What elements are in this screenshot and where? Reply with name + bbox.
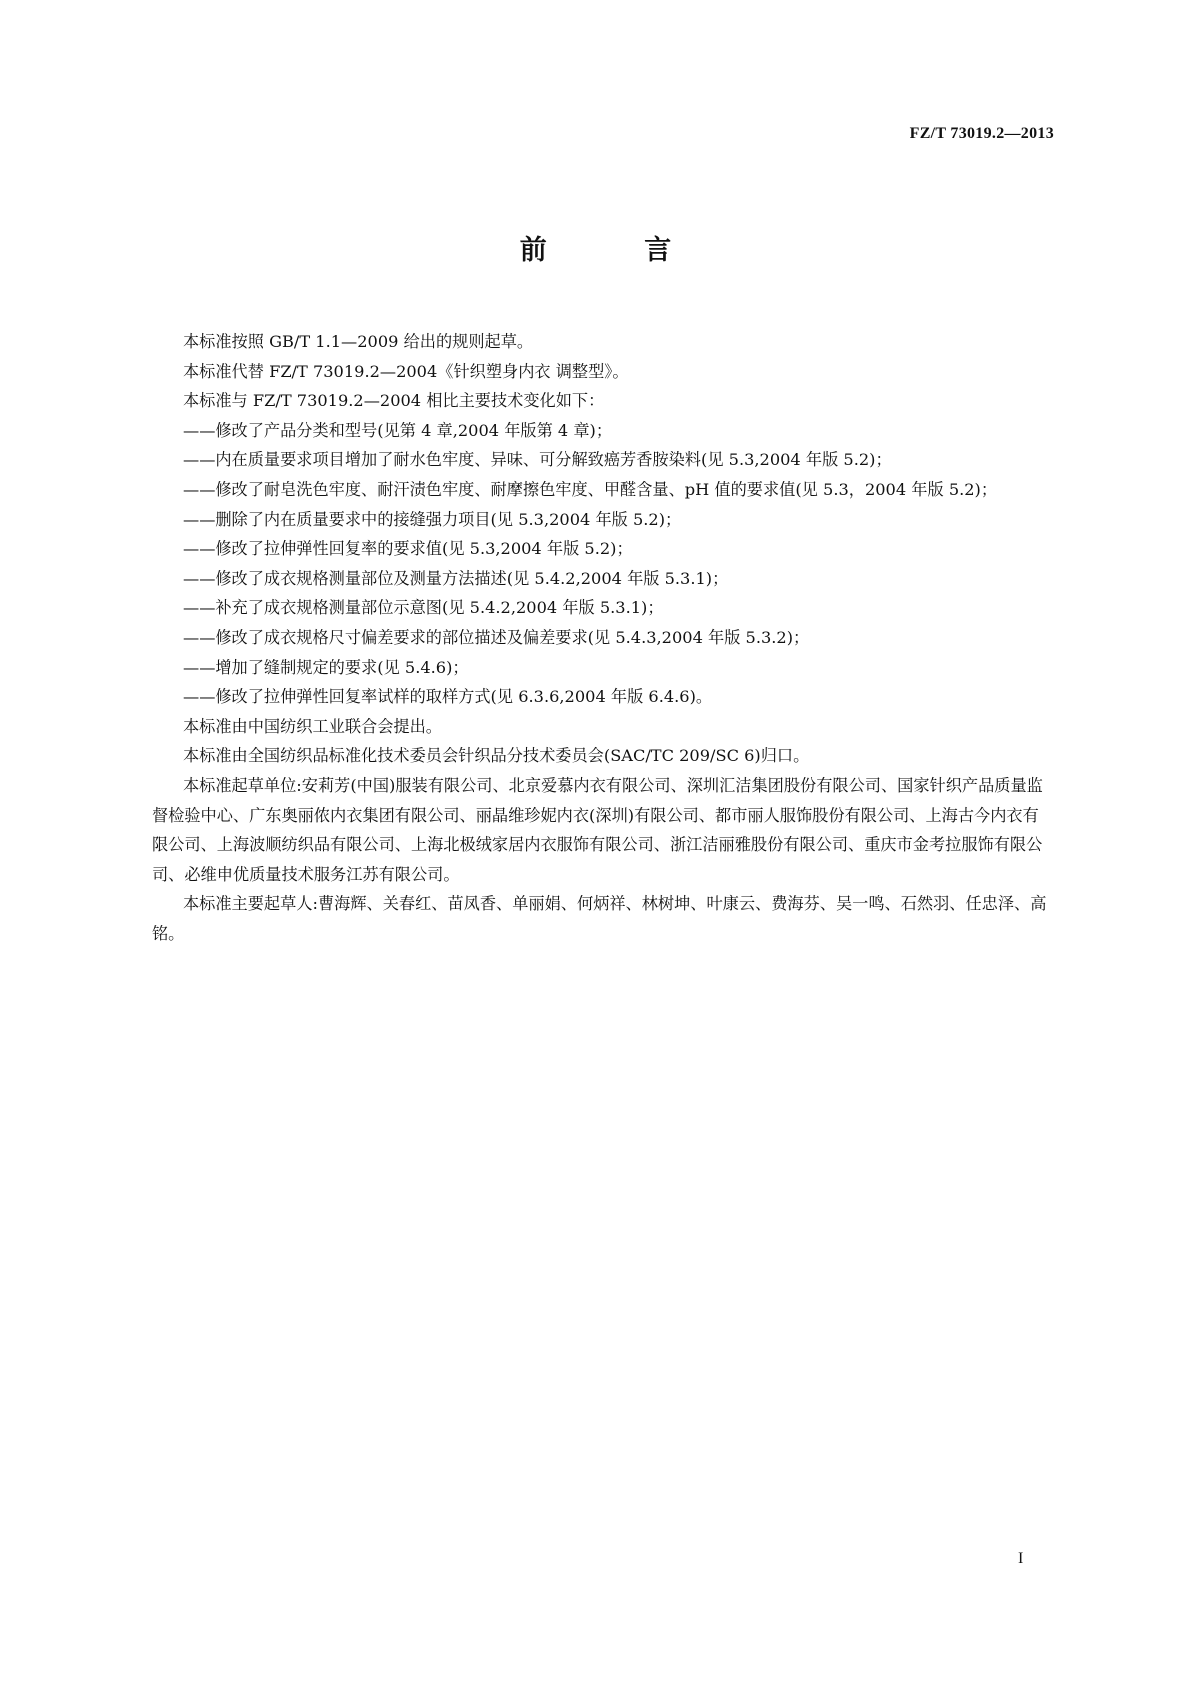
paragraph: 本标准代替 FZ/T 73019.2—2004《针织塑身内衣 调整型》。 [183, 361, 629, 381]
paragraph: 本标准由全国纺织品标准化技术委员会针织品分技术委员会(SAC/TC 209/SC 6)归口。 [183, 746, 810, 766]
page-number: I [1018, 1550, 1024, 1567]
drafters-paragraph: 本标准主要起草人:曹海辉、关春红、苗凤香、单丽娟、何炳祥、林树坤、叶康云、费海芬、吴一鸣、石然羽、任忠泽、高铭。 [152, 894, 1047, 943]
page-title: 前 言 [519, 235, 716, 266]
change-item: ——修改了产品分类和型号(见第 4 章,2004 年版第 4 章)； [183, 420, 613, 440]
paragraph: 本标准按照 GB/T 1.1—2009 给出的规则起草。 [183, 332, 534, 351]
change-item: ——内在质量要求项目增加了耐水色牢度、异味、可分解致癌芳香胺染料(见 5.3,2004 年版 5.2)； [183, 450, 892, 470]
change-item: ——补充了成衣规格测量部位示意图(见 5.4.2,2004 年版 5.3.1)； [183, 598, 664, 618]
change-item: ——删除了内在质量要求中的接缝强力项目(见 5.3,2004 年版 5.2)； [183, 509, 682, 529]
paragraph: 本标准与 FZ/T 73019.2—2004 相比主要技术变化如下： [183, 391, 605, 411]
change-item: ——修改了成衣规格尺寸偏差要求的部位描述及偏差要求(见 5.4.3,2004 年版 5.3.2)； [183, 627, 810, 647]
change-item: ——修改了耐皂洗色牢度、耐汗渍色牢度、耐摩擦色牢度、甲醛含量、pH 值的要求值(见 5.3，2004 年版 5.2)； [183, 479, 998, 499]
change-item: ——修改了成衣规格测量部位及测量方法描述(见 5.4.2,2004 年版 5.3.1)； [183, 568, 729, 588]
change-item: ——修改了拉伸弹性回复率试样的取样方式(见 6.3.6,2004 年版 6.4.6)。 [183, 687, 713, 707]
change-item: ——修改了拉伸弹性回复率的要求值(见 5.3,2004 年版 5.2)； [183, 539, 633, 559]
drafting-units-paragraph: 本标准起草单位:安莉芳(中国)服装有限公司、北京爱慕内衣有限公司、深圳汇洁集团股份有限公司、国家针织产品质量监督检验中心、广东奥丽侬内衣集团有限公司、丽晶维珍妮内衣(深圳)有限公司、都市丽人服饰股份有限公司、上海古今内衣有限公司、上海波顺纺织品有限公司、上海北极绒家居内衣服饰有限公司、浙江洁丽雅股份有限公司、重庆市金考拉服饰有限公司、必维申优质量技术服务江苏有限公司。 [152, 775, 1043, 884]
paragraph: 本标准由中国纺织工业联合会提出。 [183, 716, 442, 736]
foreword-body [152, 327, 1050, 948]
standard-code: FZ/T 73019.2—2013 [909, 125, 1054, 142]
change-item: ——增加了缝制规定的要求(见 5.4.6)； [183, 657, 469, 677]
